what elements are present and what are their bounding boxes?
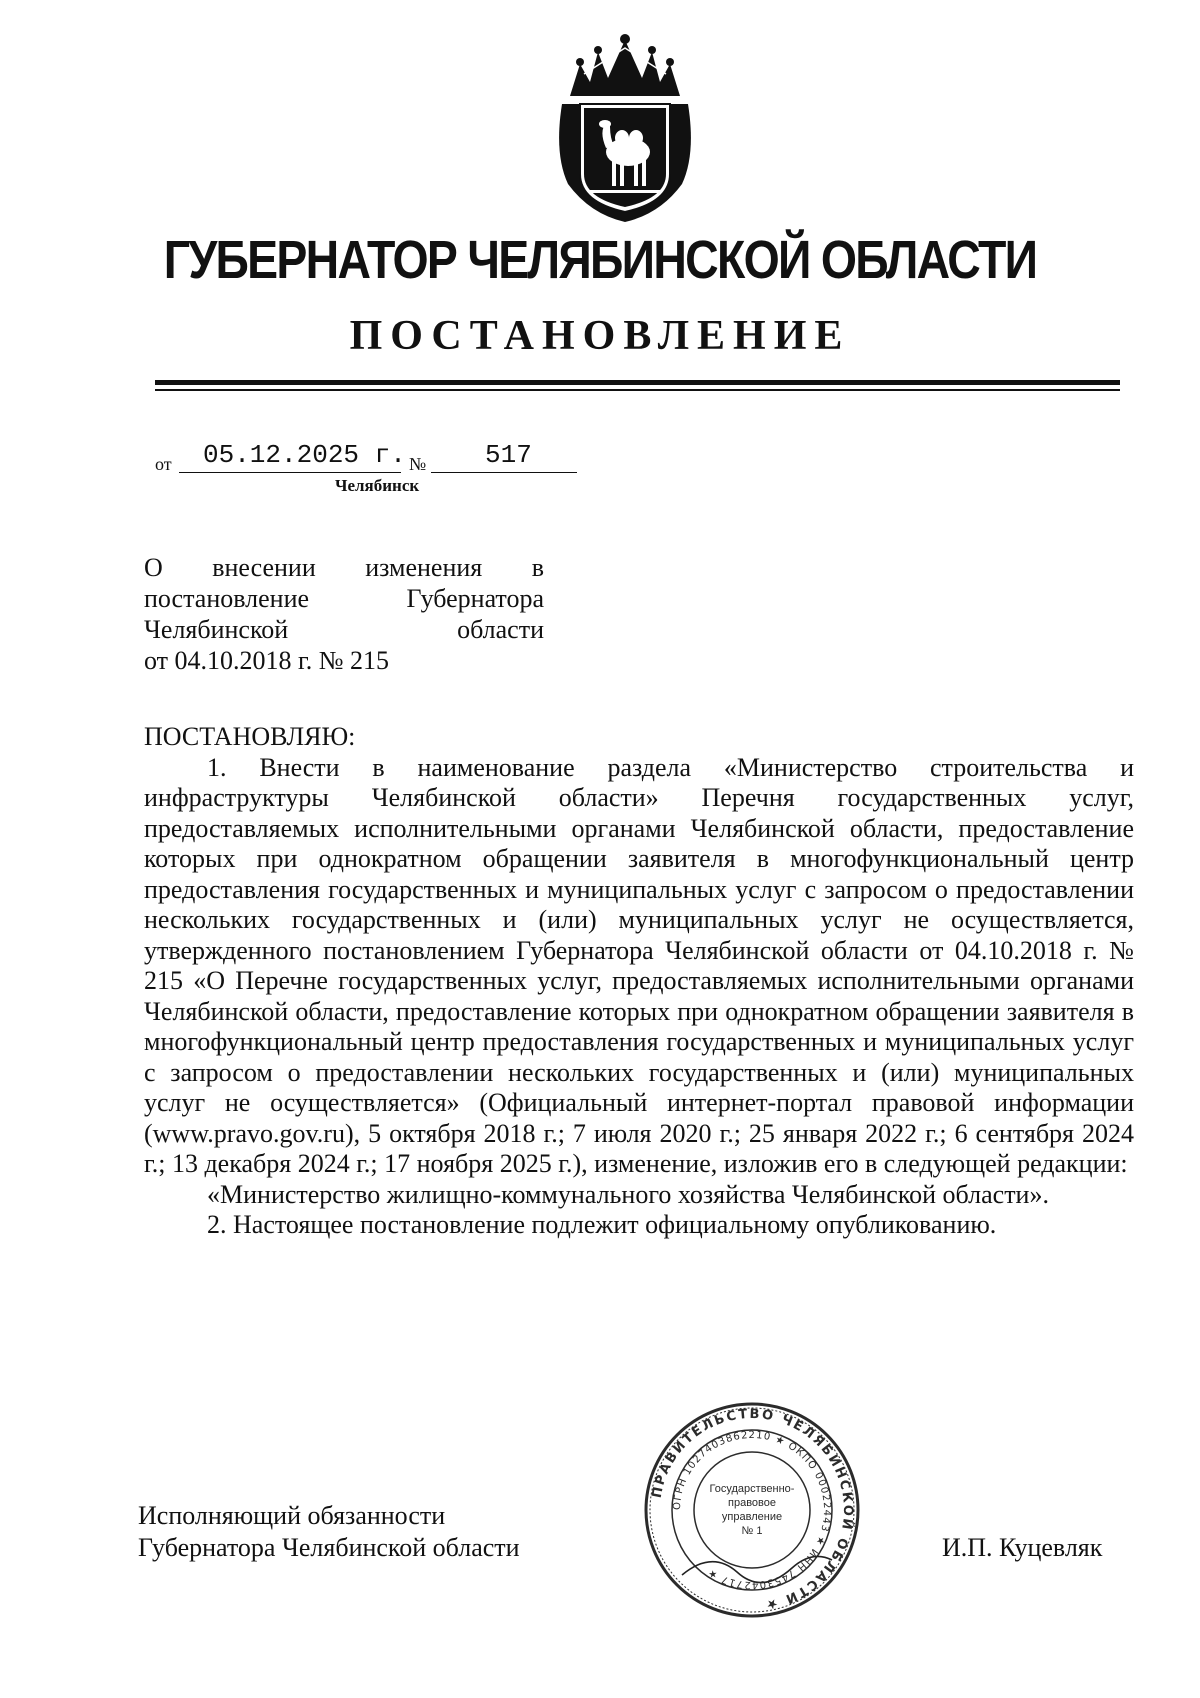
position-line: Губернатора Челябинской области (138, 1533, 520, 1562)
subject-word: О (144, 553, 163, 582)
subject-word: постановление (144, 584, 310, 613)
subject-line (144, 552, 544, 583)
subject-word: Губернатора (406, 584, 544, 613)
signatory-name: И.П. Куцевляк (942, 1533, 1103, 1562)
subject-word: Челябинской (144, 615, 289, 644)
subject-word: внесении (212, 553, 316, 582)
svg-text:Государственно-: Государственно- (709, 1483, 795, 1495)
subject-word: области (457, 615, 544, 644)
decree-word: ПОСТАНОВЛЯЮ: (144, 722, 356, 751)
subject-word: в (531, 553, 544, 582)
coat-of-arms-icon (550, 34, 700, 224)
svg-text:ПРАВИТЕЛЬСТВО ЧЕЛЯБИНСКОЙ ОБЛА: ПРАВИТЕЛЬСТВО ЧЕЛЯБИНСКОЙ ОБЛАСТИ ★ (649, 1406, 856, 1613)
number-underline (431, 472, 577, 473)
svg-text:ОГРН 1027403862210 ★ ОКПО 0002: ОГРН 1027403862210 ★ ОКПО 00022443 ★ ИНН 7453042717 ★ (671, 1429, 833, 1591)
date-underline (179, 472, 401, 473)
paragraph-item-1: 1. Внести в наименование раздела «Министерство строительства и инфраструктуры Челябинской области» Перечня государственных услуг, предоставляемых исполнительными органами Челябинской области, предоставление которых при однократном обращении заявителя в многофункциональный центр предоставления государственных и муниципальных услуг с запросом о предоставлении нескольких государственных и (или) муниципальных услуг не осуществляется, утвержденного постановлением Губернатора Челябинской области от 04.10.2018 г. № 215 «О Перечне государственных услуг, предоставляемых исполнительными органами Челябинской области, предоставление которых при однократном обращении заявителя в многофункциональный центр предоставления государственных и муниципальных услуг с запросом о предоставлении нескольких государственных и (или) муниципальных услуг не осуществляется» (Официальный интернет-портал правовой информации (www.pravo.gov.ru), 5 октября 2018 г.; 7 июля 2020 г.; 25 января 2022 г.; 6 сентября 2024 г.; 13 декабря 2024 г.; 17 ноября 2025 г.), изменение, изложив его в следующей редакции: (144, 752, 1134, 1178)
city: Челябинск (335, 476, 420, 495)
subject-word: изменения (365, 553, 483, 582)
header-divider-thick (155, 380, 1120, 385)
document-date: 05.12.2025 г. (203, 440, 406, 470)
subject-word: от 04.10.2018 г. № 215 (144, 646, 390, 675)
document-body (144, 722, 1134, 1241)
position-line: Исполняющий обязанности (138, 1501, 446, 1530)
svg-text:управление: управление (721, 1511, 783, 1523)
subject-line (144, 614, 544, 645)
number-label: № (409, 454, 427, 474)
subject-line (144, 583, 544, 614)
svg-text:№ 1: № 1 (741, 1525, 763, 1537)
svg-text:правовое: правовое (728, 1497, 776, 1509)
paragraph-item-2: 2. Настоящее постановление подлежит официальному опубликованию. (207, 1210, 997, 1239)
document-subject (144, 552, 544, 676)
from-label: от (155, 454, 172, 474)
document-type: ПОСТАНОВЛЕНИЕ (349, 313, 851, 359)
registration-row (155, 442, 605, 472)
paragraph-new-name: «Министерство жилищно-коммунального хозяйства Челябинской области». (207, 1179, 1049, 1209)
official-seal (642, 1400, 862, 1620)
org-title: ГУБЕРНАТОР ЧЕЛЯБИНСКОЙ ОБЛАСТИ (163, 230, 1037, 290)
header-divider-thin (155, 389, 1120, 391)
document-number: 517 (485, 440, 532, 470)
subject-line (144, 645, 544, 676)
signatory-position (138, 1500, 520, 1564)
